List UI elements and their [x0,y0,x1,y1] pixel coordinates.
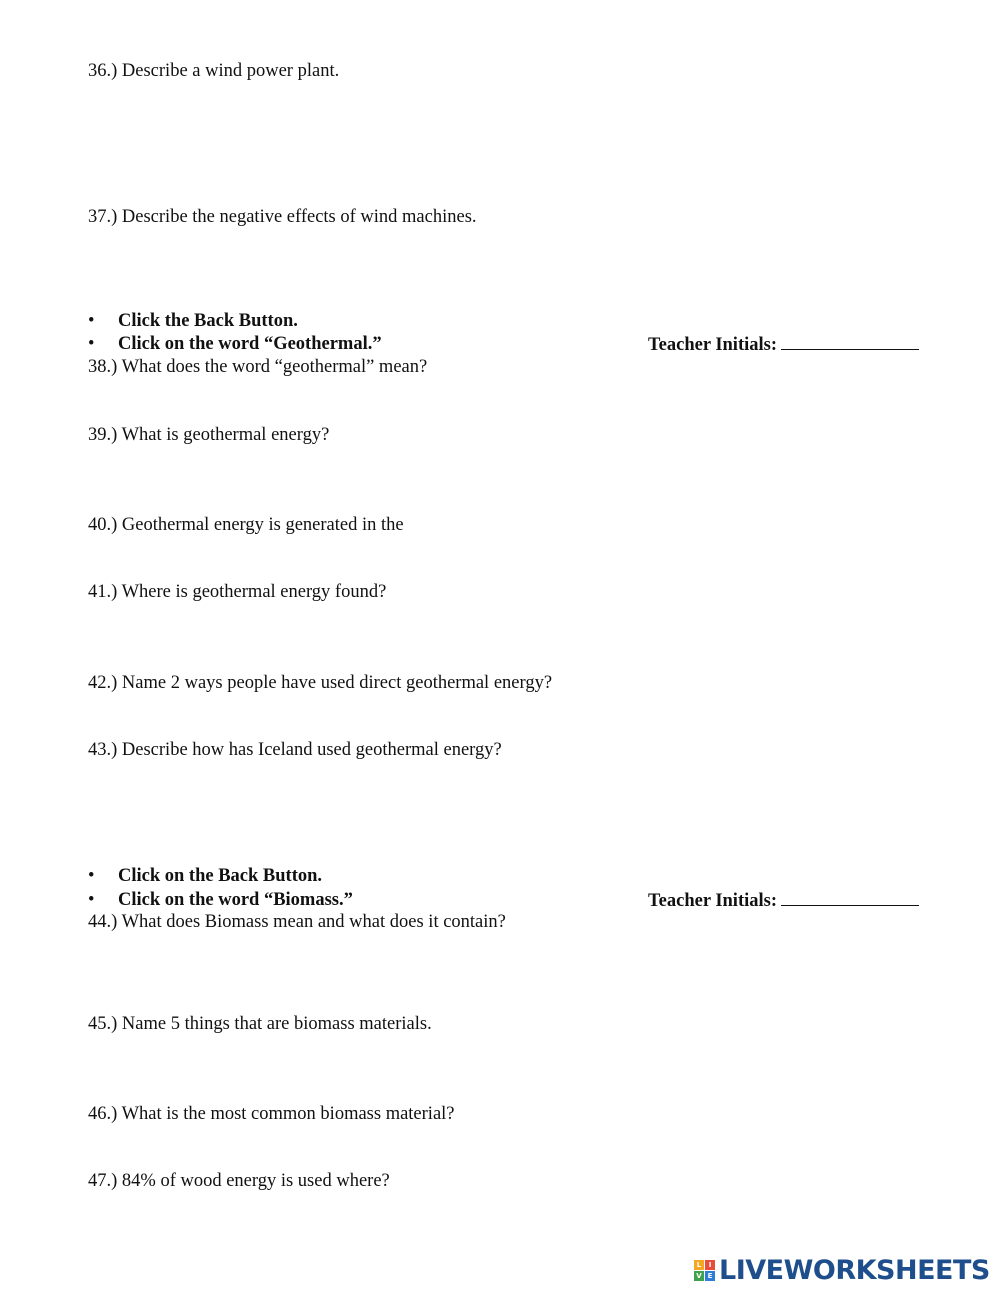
bullet-icon: • [88,890,95,910]
question-36: 36.) Describe a wind power plant. [88,61,340,81]
question-45: 45.) Name 5 things that are biomass materials. [88,1014,432,1034]
logo-mark-letter: L [694,1260,704,1270]
instruction-text: Click on the Back Button. [118,866,323,886]
logo-text: LIVEWORKSHEETS [719,1254,990,1286]
logo-mark-icon [694,1260,715,1281]
instruction-geothermal [88,333,382,355]
bullet-icon: • [88,311,95,331]
instruction-text: Click on the word “Biomass.” [118,890,353,910]
question-37: 37.) Describe the negative effects of wind machines. [88,207,477,227]
bullet-icon: • [88,334,95,354]
instruction-text: Click on the word “Geothermal.” [118,334,382,354]
question-46: 46.) What is the most common biomass material? [88,1104,455,1124]
teacher-initials-label: Teacher Initials: [648,891,777,911]
teacher-initials-2 [648,889,919,912]
question-44: 44.) What does Biomass mean and what does it contain? [88,912,506,932]
instruction-text: Click the Back Button. [118,311,298,331]
teacher-initials-label: Teacher Initials: [648,335,777,355]
question-39: 39.) What is geothermal energy? [88,425,330,445]
liveworksheets-logo [694,1254,990,1286]
teacher-initials-1 [648,333,919,356]
instruction-back-button-2 [88,865,322,887]
bullet-icon: • [88,866,95,886]
question-38: 38.) What does the word “geothermal” mean? [88,357,428,377]
logo-mark-letter: E [705,1271,715,1281]
teacher-initials-blank[interactable] [781,333,919,350]
question-47: 47.) 84% of wood energy is used where? [88,1171,390,1191]
teacher-initials-blank[interactable] [781,889,919,906]
instruction-back-button-1 [88,310,298,332]
question-43: 43.) Describe how has Iceland used geothermal energy? [88,740,502,760]
question-40: 40.) Geothermal energy is generated in the [88,515,404,535]
logo-mark-letter: I [705,1260,715,1270]
question-41: 41.) Where is geothermal energy found? [88,582,387,602]
question-42: 42.) Name 2 ways people have used direct geothermal energy? [88,673,553,693]
instruction-biomass [88,889,353,911]
logo-mark-letter: V [694,1271,704,1281]
